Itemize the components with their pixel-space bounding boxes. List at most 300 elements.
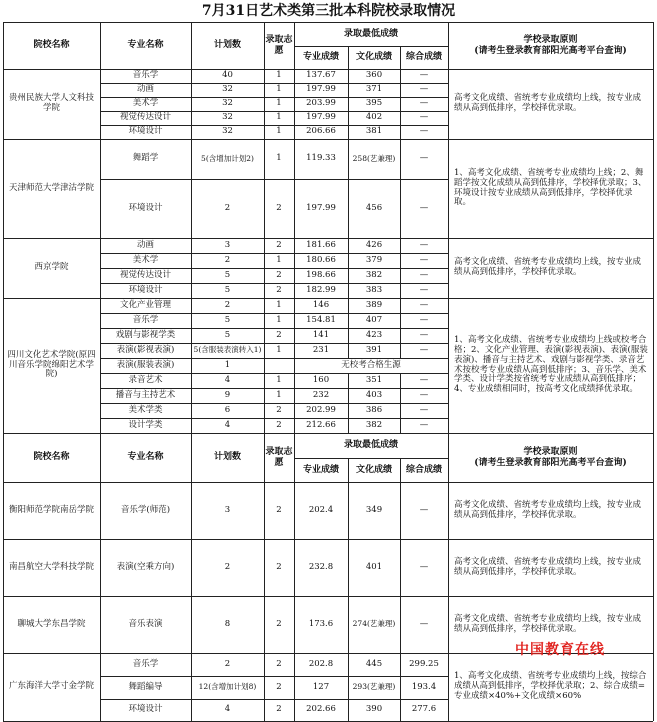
- table-rule: [348, 653, 349, 676]
- table-rule: [653, 482, 654, 539]
- table-rule: [100, 653, 101, 721]
- table-rule: [653, 539, 654, 596]
- table-rule: [348, 596, 349, 653]
- admit-cell: 2: [276, 658, 282, 669]
- cul-score-cell: 351: [365, 374, 383, 385]
- table-rule: [191, 358, 192, 373]
- cul-score-cell: 360: [365, 70, 383, 81]
- pro-score-cell: 232.8: [308, 561, 334, 572]
- table-rule: [294, 313, 295, 328]
- table-rule: [400, 97, 401, 111]
- pro-score-cell: 119.33: [306, 153, 336, 164]
- cul-score-cell: 258(艺兼理): [352, 153, 396, 163]
- admit-cell: 1: [276, 98, 282, 109]
- table-rule: [448, 653, 449, 721]
- table-rule: [400, 596, 401, 653]
- major-column-header: 专业名称: [127, 40, 164, 51]
- plan-cell: 1: [224, 359, 231, 370]
- table-rule: [191, 139, 192, 179]
- table-rule: [294, 253, 295, 268]
- table-rule: [191, 328, 192, 343]
- principle-cell: 高考文化成绩、省统考专业成绩均上线，按专业成绩从高到低排序，学校择优录取。: [454, 257, 642, 277]
- comp-score-cell: —: [419, 618, 429, 629]
- comp-score-cell: —: [419, 112, 429, 123]
- comp-score-cell: —: [419, 314, 429, 325]
- admit-cell: [264, 358, 294, 373]
- cul-score-cell: 386: [365, 404, 383, 415]
- pro-score-cell: 232: [312, 389, 330, 400]
- cul-score-cell: 371: [365, 84, 383, 95]
- admit-cell: 2: [276, 284, 282, 295]
- table-rule: [264, 179, 265, 238]
- watermark: 中国教育在线: [515, 642, 605, 658]
- plan-cell: 32: [222, 126, 233, 137]
- cul-score-cell: 403: [365, 389, 383, 400]
- plan-cell: 5(含服装表演转入1): [193, 345, 262, 355]
- table-rule: [348, 328, 349, 343]
- plan-cell: 40: [222, 70, 233, 81]
- school-column-header: 院校名称: [33, 452, 70, 463]
- table-rule: [653, 433, 654, 482]
- table-rule: [400, 238, 401, 253]
- table-rule: [348, 253, 349, 268]
- table-rule: [264, 539, 265, 596]
- table-rule: [191, 653, 192, 676]
- principle-header-note: (请考生登录教育部阳光高考平台查询): [474, 457, 627, 468]
- table-rule: [294, 139, 295, 179]
- plan-cell: 5: [224, 314, 231, 325]
- major-cell: 表演(服装表演): [116, 359, 175, 370]
- principle-header-title: 学校录取原则: [523, 447, 578, 458]
- table-rule: [294, 328, 295, 343]
- table-rule: [294, 111, 295, 125]
- major-cell: 美术学: [132, 98, 159, 109]
- table-rule: [191, 253, 192, 268]
- table-rule: [400, 373, 401, 388]
- table-rule: [191, 179, 192, 238]
- major-cell: 播音与主持艺术: [115, 389, 176, 400]
- cul-score-cell: 383: [365, 284, 383, 295]
- admit-cell: 2: [276, 704, 282, 715]
- comp-score-cell: —: [419, 299, 429, 310]
- table-rule: [294, 596, 295, 653]
- comp-score-cell: —: [419, 98, 429, 109]
- comp-score-header: 综合成绩: [405, 464, 442, 475]
- table-rule: [294, 418, 295, 433]
- major-cell: 视觉传达设计: [119, 269, 171, 280]
- table-rule: [294, 653, 295, 676]
- plan-cell: 3: [224, 239, 231, 250]
- major-cell: 舞蹈编导: [128, 681, 163, 692]
- table-rule: [348, 699, 349, 721]
- plan-cell: 2: [224, 202, 231, 213]
- table-rule: [400, 482, 401, 539]
- cul-score-cell: 382: [365, 269, 383, 280]
- table-rule: [191, 403, 192, 418]
- table-rule: [191, 388, 192, 403]
- plan-cell: 5: [224, 284, 231, 295]
- admit-cell: 2: [276, 404, 282, 415]
- comp-score-cell: —: [419, 404, 429, 415]
- admit-cell: 1: [276, 344, 282, 355]
- principle-cell: 高考文化成绩、省统考专业成绩均上线，按专业成绩从高到低排序，学校择优录取。: [454, 613, 642, 634]
- table-rule: [448, 139, 449, 238]
- pro-score-cell: 182.99: [306, 284, 336, 295]
- table-rule: [348, 343, 349, 358]
- table-rule: [3, 69, 4, 139]
- table-rule: [294, 83, 295, 97]
- admit-cell: 1: [276, 314, 282, 325]
- table-rule: [400, 699, 401, 721]
- table-rule: [264, 676, 265, 699]
- table-rule: [294, 298, 295, 313]
- admit-column-header: 录取志愿: [265, 447, 293, 468]
- table-rule: [100, 482, 101, 539]
- table-rule: [264, 283, 265, 298]
- cul-score-header: 文化成绩: [355, 464, 392, 475]
- table-rule: [400, 83, 401, 97]
- table-rule: [3, 482, 4, 539]
- table-rule: [3, 298, 4, 433]
- table-rule: [348, 403, 349, 418]
- table-rule: [348, 298, 349, 313]
- admit-cell: 2: [276, 269, 282, 280]
- plan-cell: 5: [224, 269, 231, 280]
- plan-column-header: 计划数: [213, 40, 241, 51]
- table-rule: [191, 343, 192, 358]
- pro-score-header: 专业成绩: [302, 464, 339, 475]
- table-rule: [191, 676, 192, 699]
- cul-score-cell: 391: [365, 344, 383, 355]
- major-cell: 环境设计: [128, 704, 163, 715]
- plan-cell: 32: [222, 98, 233, 109]
- major-cell: 表演(影视表演): [116, 344, 175, 355]
- comp-score-cell: —: [419, 239, 429, 250]
- table-rule: [264, 699, 265, 721]
- plan-cell: 32: [222, 84, 233, 95]
- principle-cell: 1、高考文化成绩、省统考专业成绩均上线，按综合成绩从高到低排序，学校择优录取；2、综合成绩=专业成绩×40%+文化成绩×60%: [454, 671, 647, 701]
- table-rule: [264, 298, 265, 313]
- table-rule: [100, 139, 101, 238]
- comp-score-cell: —: [419, 329, 429, 340]
- plan-cell: 4: [224, 374, 231, 385]
- plan-cell: 12(含增加计划8): [198, 682, 257, 692]
- table-rule: [294, 699, 295, 721]
- major-cell: 音乐学(师范): [120, 504, 171, 515]
- school-cell: 衡阳师范学院南岳学院: [8, 504, 94, 515]
- cul-score-cell: 274(艺兼理): [352, 619, 396, 629]
- table-rule: [400, 418, 401, 433]
- table-rule: [191, 83, 192, 97]
- table-rule: [294, 482, 295, 539]
- admit-cell: 1: [276, 299, 282, 310]
- table-rule: [264, 139, 265, 179]
- cul-score-header: 文化成绩: [355, 52, 392, 63]
- major-column-header: 专业名称: [127, 452, 164, 463]
- table-rule: [653, 22, 654, 69]
- table-rule: [448, 482, 449, 539]
- table-rule: [348, 373, 349, 388]
- table-rule: [348, 139, 349, 179]
- table-rule: [400, 388, 401, 403]
- plan-cell: 4: [224, 704, 231, 715]
- comp-score-cell: —: [419, 202, 429, 213]
- school-cell: 聊城大学东昌学院: [17, 618, 86, 629]
- major-cell: 文化产业管理: [119, 299, 171, 310]
- table-rule: [448, 298, 449, 433]
- table-rule: [100, 539, 101, 596]
- table-rule: [191, 97, 192, 111]
- table-rule: [3, 539, 4, 596]
- table-rule: [191, 111, 192, 125]
- major-cell: 音乐学: [132, 70, 159, 81]
- table-rule: [400, 283, 401, 298]
- admit-cell: 2: [276, 202, 282, 213]
- plan-cell: 8: [224, 618, 231, 629]
- major-cell: 舞蹈学: [132, 153, 159, 164]
- table-rule: [264, 482, 265, 539]
- principle-cell: 高考文化成绩、省统考专业成绩均上线，按专业成绩从高到低排序，学校择优录取。: [454, 556, 642, 577]
- comp-score-cell: —: [419, 419, 429, 430]
- table-rule: [400, 268, 401, 283]
- table-rule: [448, 69, 449, 139]
- table-rule: [294, 676, 295, 699]
- admit-cell: 1: [276, 126, 282, 137]
- table-rule: [294, 283, 295, 298]
- table-rule: [348, 283, 349, 298]
- plan-cell: 3: [224, 504, 231, 515]
- admit-cell: 2: [276, 561, 282, 572]
- min-score-header: 录取最低成绩: [343, 28, 398, 39]
- table-rule: [294, 125, 295, 139]
- admit-column-header: 录取志愿: [265, 35, 293, 56]
- pro-score-cell: 202.4: [308, 504, 334, 515]
- comp-score-cell: —: [419, 284, 429, 295]
- pro-score-cell: 197.99: [306, 202, 336, 213]
- major-cell: 音乐表演: [128, 618, 163, 629]
- table-rule: [400, 69, 401, 83]
- table-rule: [100, 298, 101, 433]
- cul-score-cell: 401: [365, 561, 383, 572]
- min-score-header: 录取最低成绩: [343, 440, 398, 451]
- admit-cell: 2: [276, 504, 282, 515]
- pro-score-cell: 198.66: [306, 269, 336, 280]
- pro-score-header: 专业成绩: [302, 52, 339, 63]
- table-rule: [400, 653, 401, 676]
- table-rule: [348, 69, 349, 83]
- table-rule: [294, 358, 295, 373]
- table-rule: [294, 69, 295, 83]
- table-rule: [653, 139, 654, 238]
- comp-score-cell: 193.4: [411, 681, 437, 692]
- major-cell: 环境设计: [128, 126, 163, 137]
- table-rule: [264, 418, 265, 433]
- table-rule: [400, 125, 401, 139]
- table-rule: [191, 238, 192, 253]
- principle-header: [448, 22, 653, 69]
- major-cell: 表演(空乘方向): [116, 561, 175, 572]
- table-rule: [448, 238, 449, 298]
- pro-score-cell: 127: [312, 681, 330, 692]
- admit-cell: 2: [276, 239, 282, 250]
- school-cell: 贵州民族大学人文科技学院: [8, 93, 94, 113]
- major-cell: 环境设计: [128, 202, 163, 213]
- cul-score-cell: 389: [365, 299, 383, 310]
- table-rule: [653, 653, 654, 721]
- table-rule: [400, 539, 401, 596]
- table-rule: [348, 238, 349, 253]
- admit-cell: 1: [276, 374, 282, 385]
- principle-header: [448, 433, 653, 482]
- table-rule: [264, 653, 265, 676]
- admit-cell: 1: [276, 389, 282, 400]
- table-rule: [191, 373, 192, 388]
- table-rule: [100, 596, 101, 653]
- school-cell: 广东海洋大学寸金学院: [8, 681, 94, 692]
- cul-score-cell: 395: [365, 98, 383, 109]
- pro-score-cell: 197.99: [306, 84, 336, 95]
- major-cell: 戏剧与影视学类: [115, 329, 176, 340]
- table-rule: [294, 388, 295, 403]
- table-rule: [400, 139, 401, 179]
- table-rule: [100, 238, 101, 298]
- table-rule: [191, 283, 192, 298]
- admit-cell: 1: [276, 153, 282, 164]
- admit-cell: 2: [276, 329, 282, 340]
- major-cell: 设计学类: [128, 419, 163, 430]
- cul-score-cell: 390: [365, 704, 383, 715]
- pro-score-cell: 206.66: [306, 126, 336, 137]
- table-rule: [400, 676, 401, 699]
- admit-cell: 2: [276, 618, 282, 629]
- table-rule: [348, 97, 349, 111]
- table-rule: [191, 539, 192, 596]
- admit-cell: 1: [276, 70, 282, 81]
- page-title: 7月31日艺术类第三批本科院校录取情况: [201, 3, 456, 19]
- table-rule: [400, 298, 401, 313]
- major-cell: 音乐学: [132, 314, 159, 325]
- pro-score-cell: 202.99: [306, 404, 336, 415]
- school-cell: 南昌航空大学科技学院: [8, 561, 94, 572]
- table-rule: [264, 238, 265, 253]
- table-rule: [348, 83, 349, 97]
- major-cell: 视觉传达设计: [119, 112, 171, 123]
- cul-score-cell: 349: [365, 504, 383, 515]
- comp-score-cell: —: [419, 504, 429, 515]
- table-rule: [348, 388, 349, 403]
- pro-score-cell: 173.6: [308, 618, 334, 629]
- table-rule: [400, 403, 401, 418]
- cul-score-cell: 423: [365, 329, 383, 340]
- table-rule: [191, 482, 192, 539]
- table-rule: [653, 238, 654, 298]
- cul-score-cell: 381: [365, 126, 383, 137]
- table-rule: [653, 596, 654, 653]
- principle-cell: 高考文化成绩、省统考专业成绩均上线，按专业成绩从高到低排序，学校择优录取。: [454, 499, 642, 520]
- pro-score-cell: 137.67: [306, 70, 336, 81]
- pro-score-cell: 160: [312, 374, 330, 385]
- table-rule: [264, 97, 265, 111]
- table-rule: [191, 69, 192, 83]
- major-cell: 美术学类: [128, 404, 163, 415]
- admit-cell: 2: [276, 681, 282, 692]
- table-rule: [348, 482, 349, 539]
- table-rule: [264, 111, 265, 125]
- pro-score-cell: 141: [312, 329, 330, 340]
- principle-header-title: 学校录取原则: [523, 35, 578, 46]
- table-rule: [448, 539, 449, 596]
- admit-cell: 1: [276, 112, 282, 123]
- plan-column-header: 计划数: [213, 452, 241, 463]
- table-rule: [400, 253, 401, 268]
- school-cell: 西京学院: [34, 262, 69, 273]
- table-rule: [191, 418, 192, 433]
- plan-cell: 2: [224, 299, 231, 310]
- major-cell: 动画: [136, 239, 154, 250]
- pro-score-cell: 203.99: [306, 98, 336, 109]
- note-cell: 无校考合格生源: [341, 359, 401, 370]
- major-cell: 环境设计: [128, 284, 163, 295]
- pro-score-cell: 202.8: [308, 658, 334, 669]
- comp-score-cell: —: [419, 561, 429, 572]
- table-rule: [448, 596, 449, 653]
- plan-cell: 4: [224, 419, 231, 430]
- comp-score-cell: 299.25: [409, 658, 439, 669]
- table-rule: [294, 539, 295, 596]
- table-rule: [400, 111, 401, 125]
- comp-score-cell: 277.6: [411, 704, 437, 715]
- plan-cell: 2: [224, 254, 231, 265]
- pro-score-cell: 197.99: [306, 112, 336, 123]
- pro-score-cell: 231: [312, 344, 330, 355]
- table-rule: [264, 403, 265, 418]
- pro-score-cell: 202.66: [306, 704, 336, 715]
- principle-cell: 高考文化成绩、省统考专业成绩均上线，按专业成绩从高到低排序，学校择优录取。: [454, 93, 642, 113]
- table-rule: [191, 699, 192, 721]
- plan-cell: 9: [224, 389, 231, 400]
- table-rule: [264, 343, 265, 358]
- table-rule: [3, 139, 4, 238]
- table-rule: [400, 313, 401, 328]
- table-rule: [264, 358, 265, 373]
- admit-cell: 1: [276, 84, 282, 95]
- plan-cell: 6: [224, 404, 231, 415]
- table-rule: [294, 343, 295, 358]
- cul-score-cell: 382: [365, 419, 383, 430]
- table-rule: [191, 313, 192, 328]
- comp-score-header: 综合成绩: [405, 52, 442, 63]
- table-rule: [294, 403, 295, 418]
- table-rule: [3, 653, 4, 721]
- table-rule: [294, 179, 295, 238]
- table-rule: [191, 596, 192, 653]
- pro-score-cell: 154.81: [306, 314, 336, 325]
- comp-score-cell: —: [419, 374, 429, 385]
- table-rule: [3, 238, 4, 298]
- pro-score-cell: 180.66: [306, 254, 336, 265]
- principle-cell: 1、高考文化成绩、省统考专业成绩均上线；2、舞蹈学按文化成绩从高到低排序，学校择优录取；3、环境设计按专业成绩从高到低排序，学校择优录取。: [454, 167, 647, 208]
- comp-score-cell: —: [419, 389, 429, 400]
- school-cell: 四川文化艺术学院(原四川音乐学院绵阳艺术学院): [7, 349, 96, 380]
- table-rule: [653, 298, 654, 433]
- table-rule: [264, 313, 265, 328]
- table-rule: [264, 83, 265, 97]
- comp-score-cell: —: [419, 269, 429, 280]
- table-rule: [348, 179, 349, 238]
- comp-score-cell: —: [419, 344, 429, 355]
- cul-score-cell: 456: [365, 202, 383, 213]
- major-cell: 动画: [136, 84, 154, 95]
